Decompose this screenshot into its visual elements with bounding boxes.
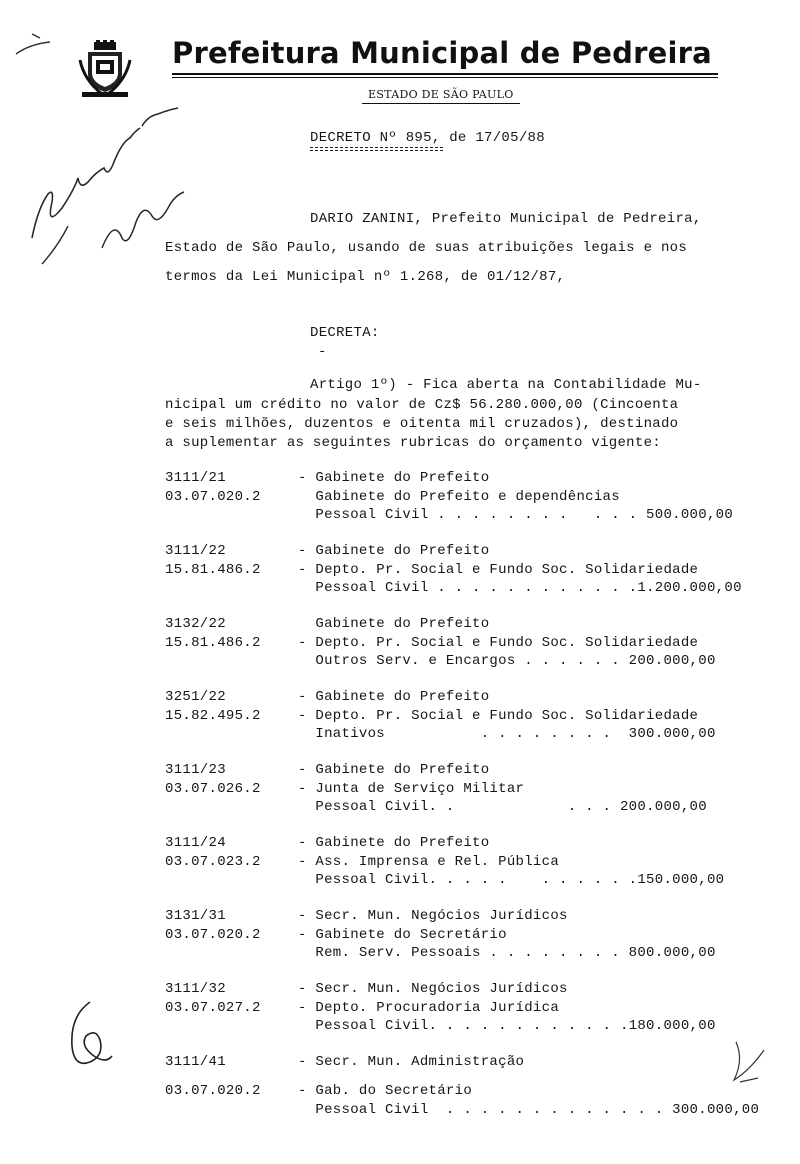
page-title: Prefeitura Municipal de Pedreira <box>172 36 712 70</box>
item-line: Pessoal Civil . . . . . . . . . . . 500.000,00 <box>298 507 734 523</box>
item-line: Pessoal Civil. . . . . 200.000,00 <box>298 799 707 815</box>
item-code: 3111/41 <box>165 1054 226 1070</box>
item-line: - Gabinete do Prefeito <box>298 762 490 778</box>
item-line: - Gabinete do Prefeito <box>298 543 490 559</box>
item-code: 03.07.020.2 <box>165 488 261 505</box>
item-code: 15.81.486.2 <box>165 561 261 578</box>
article-line-4: a suplementar as seguintes rubricas do orçamento vigente: <box>165 435 661 451</box>
decreta-dash: - <box>318 344 327 360</box>
article-line-3: e seis milhões, duzentos e oitenta mil cruzados), destinado <box>165 416 679 432</box>
item-line: Inativos . . . . . . . . 300.000,00 <box>298 726 716 742</box>
handwritten-signature <box>18 98 198 278</box>
title-rule-thin <box>172 77 718 78</box>
item-line: - Depto. Pr. Social e Fundo Soc. Solidariedade <box>298 634 699 651</box>
item-line: Gabinete do Prefeito <box>298 616 490 632</box>
decree-underline <box>310 147 443 148</box>
item-line: - Gab. do Secretário <box>298 1083 473 1099</box>
intro-line-2: Estado de São Paulo, usando de suas atribuições legais e nos <box>165 240 688 256</box>
item-line: - Depto. Pr. Social e Fundo Soc. Solidariedade <box>298 707 699 724</box>
item-code: 15.82.495.2 <box>165 707 261 724</box>
decreta-heading: DECRETA: <box>310 325 380 341</box>
intro-line-3: termos da Lei Municipal nº 1.268, de 01/12/87, <box>165 269 566 285</box>
item-line: - Gabinete do Prefeito <box>298 835 490 851</box>
item-line: - Depto. Procuradoria Jurídica <box>298 999 560 1016</box>
handwritten-mark-top <box>10 24 70 64</box>
item-line: - Depto. Pr. Social e Fundo Soc. Solidariedade <box>298 561 699 578</box>
item-code: 15.81.486.2 <box>165 634 261 651</box>
item-line: Pessoal Civil . . . . . . . . . . . .1.200.000,00 <box>298 580 742 596</box>
item-line: Pessoal Civil. . . . . . . . . . .150.000,00 <box>298 872 725 888</box>
state-subtitle: ESTADO DE SÃO PAULO <box>368 88 514 101</box>
item-line: - Gabinete do Secretário <box>298 926 507 943</box>
intro-line-1: DARIO ZANINI, Prefeito Municipal de Pedreira, <box>310 211 702 227</box>
item-code: 3111/23 <box>165 762 226 778</box>
decree-number: DECRETO Nº 895, de 17/05/88 <box>310 130 545 146</box>
item-line: - Gabinete do Prefeito <box>298 470 490 486</box>
item-line: Outros Serv. e Encargos . . . . . . 200.000,00 <box>298 653 716 669</box>
item-line: - Secr. Mun. Negócios Jurídicos <box>298 981 568 997</box>
item-code: 3111/21 <box>165 470 226 486</box>
decree-underline-2 <box>310 150 443 151</box>
state-rule <box>362 103 520 104</box>
item-code: 03.07.020.2 <box>165 1083 261 1099</box>
item-line: Pessoal Civil. . . . . . . . . . . .180.000,00 <box>298 1018 716 1034</box>
item-code: 03.07.020.2 <box>165 926 261 943</box>
item-line: Rem. Serv. Pessoais . . . . . . . . 800.000,00 <box>298 945 716 961</box>
handwritten-check <box>724 1030 774 1090</box>
item-line: - Junta de Serviço Militar <box>298 780 525 797</box>
coat-of-arms-icon <box>78 40 132 98</box>
item-code: 3111/24 <box>165 835 226 851</box>
handwritten-initial <box>60 996 120 1076</box>
item-line: Gabinete do Prefeito e dependências <box>298 488 620 505</box>
item-code: 03.07.023.2 <box>165 853 261 870</box>
item-code: 3111/22 <box>165 543 226 559</box>
item-code: 3251/22 <box>165 689 226 705</box>
item-code: 3131/31 <box>165 908 226 924</box>
item-line: - Secr. Mun. Negócios Jurídicos <box>298 908 568 924</box>
article-line-1: Artigo 1º) - Fica aberta na Contabilidade Mu- <box>310 377 702 393</box>
item-code: 03.07.027.2 <box>165 999 261 1016</box>
item-line: - Secr. Mun. Administração <box>298 1054 525 1070</box>
item-line: Pessoal Civil . . . . . . . . . . . . . 300.000,00 <box>298 1102 760 1118</box>
item-code: 3111/32 <box>165 981 226 997</box>
article-line-2: nicipal um crédito no valor de Cz$ 56.280.000,00 (Cincoenta <box>165 397 679 413</box>
item-line: - Ass. Imprensa e Rel. Pública <box>298 853 560 870</box>
item-code: 03.07.026.2 <box>165 780 261 797</box>
item-code: 3132/22 <box>165 616 226 632</box>
item-line: - Gabinete do Prefeito <box>298 689 490 705</box>
title-rule <box>172 73 718 75</box>
